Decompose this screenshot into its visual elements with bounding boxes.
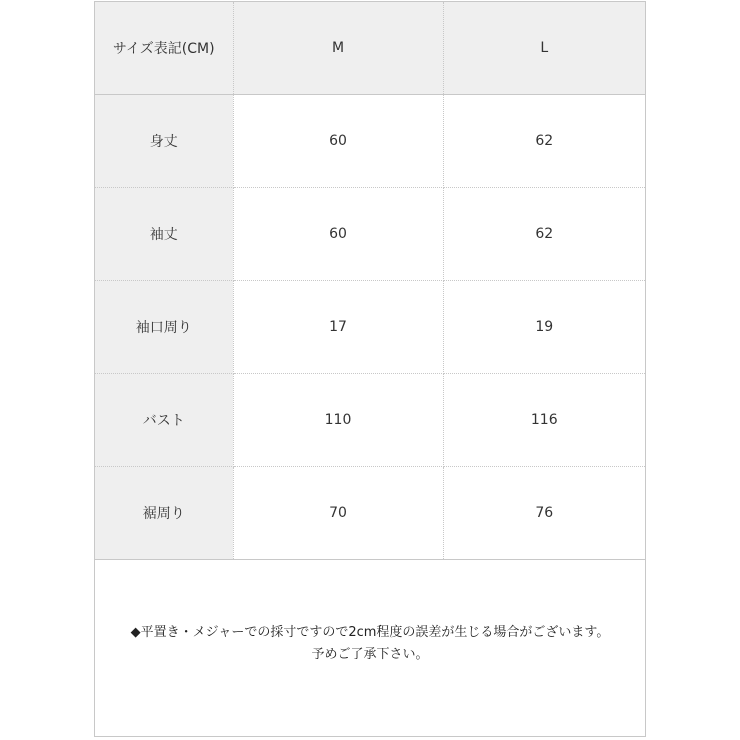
note-line-1: ◆平置き・メジャーでの採寸ですので2cm程度の誤差が生じる場合がございます。 [130, 625, 610, 640]
size-label-header: サイズ表記(CM) [95, 2, 233, 95]
cell-l: 76 [443, 467, 645, 560]
table-row [95, 374, 645, 467]
table-row [95, 188, 645, 281]
cell-m: 60 [233, 95, 443, 188]
table-row [95, 467, 645, 560]
cell-m: 110 [233, 374, 443, 467]
row-label: 裾周り [95, 467, 233, 560]
size-m-header: M [233, 2, 443, 95]
table-header-row [95, 2, 645, 95]
row-label: バスト [95, 374, 233, 467]
cell-l: 19 [443, 281, 645, 374]
cell-l: 62 [443, 188, 645, 281]
cell-m: 70 [233, 467, 443, 560]
measurement-note [95, 622, 645, 666]
row-label: 袖口周り [95, 281, 233, 374]
row-label: 袖丈 [95, 188, 233, 281]
cell-m: 17 [233, 281, 443, 374]
table-row [95, 95, 645, 188]
size-chart-frame [94, 1, 646, 737]
size-l-header: L [443, 2, 645, 95]
cell-l: 62 [443, 95, 645, 188]
cell-m: 60 [233, 188, 443, 281]
row-label: 身丈 [95, 95, 233, 188]
cell-l: 116 [443, 374, 645, 467]
table-row [95, 281, 645, 374]
size-table [95, 2, 645, 560]
note-line-2: 予めご了承下さい。 [311, 647, 429, 662]
